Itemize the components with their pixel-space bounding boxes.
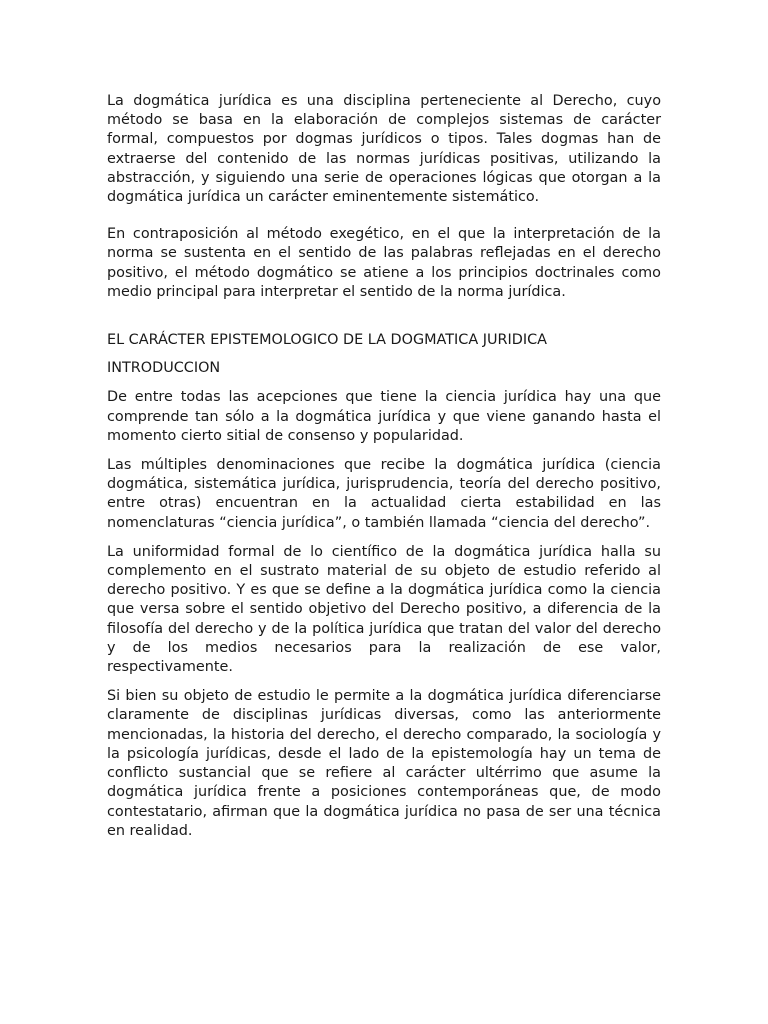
section-heading: EL CARÁCTER EPISTEMOLOGICO DE LA DOGMATICA JURIDICA [107,332,547,349]
paragraph-body-3: La uniformidad formal de lo científico de la dogmática jurídica halla su complemento en el sustrato material de su objeto de estudio referido al derecho positivo. Y es que se define a la dogmática jurídica como la ciencia que versa sobre el sentido objetivo del Derecho positivo, a diferencia de la filosofía del derecho y de la política jurídica que tratan del valor del derecho y de los medios necesarios para la realización de ese valor, respectivamente. [107,543,661,676]
paragraph-body-1: De entre todas las acepciones que tiene la ciencia jurídica hay una que comprende tan sólo a la dogmática jurídica y que viene ganando hasta el momento cierto sitial de consenso y popularidad. [107,389,661,444]
paragraph-definition: La dogmática jurídica es una disciplina perteneciente al Derecho, cuyo método se basa en la elaboración de complejos sistemas de carácter formal, compuestos por dogmas jurídicos o tipos. Tales dogmas han de extraerse del contenido de las normas jurídicas positivas, utilizando la abstracción, y siguiendo una serie de operaciones lógicas que otorgan a la dogmática jurídica un carácter eminentemente sistemático. [107,93,661,206]
paragraph-contraposition: En contraposición al método exegético, en el que la interpretación de la norma se sustenta en el sentido de las palabras reflejadas en el derecho positivo, el método dogmático se atiene a los principios doctrinales como medio principal para interpretar el sentido de la norma jurídica. [107,226,661,300]
document-page [107,92,661,851]
paragraph-body-2: Las múltiples denominaciones que recibe la dogmática jurídica (ciencia dogmática, sistemática jurídica, jurisprudencia, teoría del derecho positivo, entre otras) encuentran en la actualidad cierta estabilidad en las nomenclaturas “ciencia jurídica”, o también llamada “ciencia del derecho”. [107,457,661,531]
paragraph-body-4: Si bien su objeto de estudio le permite a la dogmática jurídica diferenciarse claramente de disciplinas jurídicas diversas, como las anteriormente mencionadas, la historia del derecho, el derecho comparado, la sociología y la psicología jurídicas, desde el lado de la epistemología hay un tema de conflicto sustancial que se refiere al carácter ultérrimo que asume la dogmática jurídica frente a posiciones contemporáneas que, de modo contestatario, afirman que la dogmática jurídica no pasa de ser una técnica en realidad. [107,688,661,839]
section-subheading: INTRODUCCION [107,360,221,377]
